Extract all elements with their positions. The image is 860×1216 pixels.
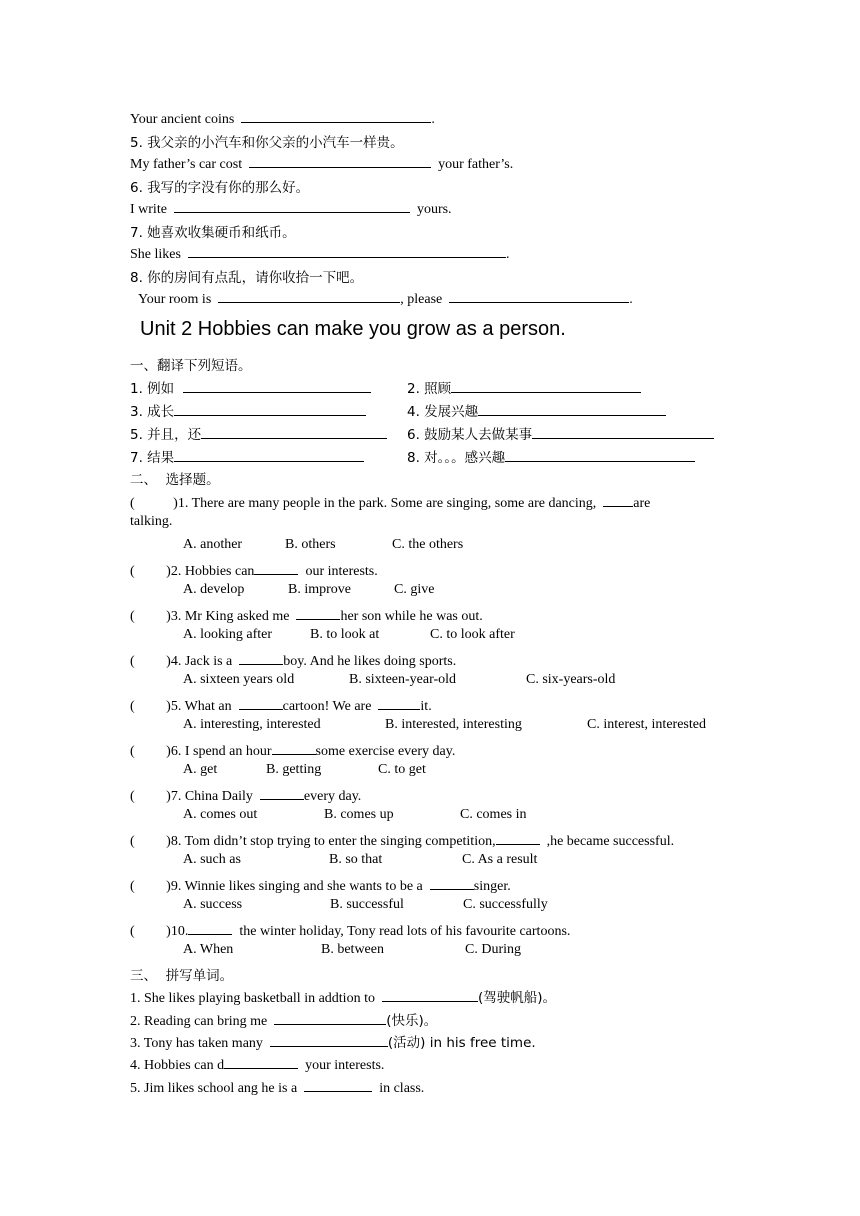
text: some exercise every day.	[315, 744, 456, 759]
spelling-item	[130, 986, 556, 1007]
paren: (	[130, 699, 135, 714]
option[interactable]: B. sixteen-year-old	[349, 672, 457, 687]
answer-blank[interactable]	[260, 785, 304, 800]
phrase-item	[130, 400, 366, 420]
question-1	[130, 492, 650, 512]
paren: (	[130, 609, 135, 624]
text: yours.	[416, 202, 452, 217]
spelling-item	[130, 1009, 437, 1030]
text: I write	[130, 202, 167, 217]
option[interactable]: A. success	[183, 897, 243, 912]
question-1-cont: talking.	[130, 514, 173, 529]
section-heading: 二、 选择题。	[130, 472, 220, 488]
chinese-prompt: 6. 我写的字没有你的那么好。	[130, 180, 310, 196]
answer-blank[interactable]	[296, 605, 340, 620]
question-3	[130, 605, 483, 625]
option[interactable]: B. improve	[288, 582, 351, 597]
text: )4. Jack is a	[166, 654, 233, 669]
option[interactable]: A. comes out	[183, 807, 258, 822]
option[interactable]: B. so that	[329, 852, 383, 867]
text: 2. 照顾	[407, 381, 452, 397]
phrase-item	[407, 446, 695, 466]
option[interactable]: C. the others	[392, 537, 464, 552]
text: in class.	[379, 1081, 425, 1096]
text: )8. Tom didn’t stop trying to enter the singing competition,	[166, 834, 496, 849]
text: )3. Mr King asked me	[166, 609, 290, 624]
option[interactable]: B. getting	[266, 762, 322, 777]
option[interactable]: A. looking after	[183, 627, 273, 642]
answer-blank[interactable]	[478, 401, 666, 416]
answer-blank[interactable]	[174, 447, 364, 462]
text: , please	[400, 292, 443, 307]
option[interactable]: A. sixteen years old	[183, 672, 295, 687]
spelling-item	[130, 1054, 384, 1074]
text: (驾驶帆船)。	[477, 990, 557, 1006]
text: )2. Hobbies can	[166, 564, 255, 579]
question-9	[130, 875, 511, 895]
question-4	[130, 650, 456, 670]
paren: (	[130, 879, 135, 894]
text: .	[431, 112, 435, 127]
spelling-item	[130, 1031, 536, 1052]
option[interactable]: C. to get	[378, 762, 426, 777]
answer-blank[interactable]	[239, 650, 283, 665]
answer-blank[interactable]	[270, 1032, 388, 1047]
question-5	[130, 695, 432, 715]
question-10	[130, 920, 570, 940]
text: the winter holiday, Tony read lots of his favourite cartoons.	[239, 924, 571, 939]
paren: (	[130, 564, 135, 579]
answer-blank[interactable]	[304, 1077, 372, 1092]
answer-blank[interactable]	[449, 288, 629, 303]
text: )1. There are many people in the park. Some are singing, some are dancing,	[173, 496, 597, 511]
answer-blank[interactable]	[224, 1054, 298, 1069]
phrase-item	[130, 423, 387, 443]
option[interactable]: B. between	[321, 942, 384, 957]
question-8	[130, 830, 674, 850]
answer-blank[interactable]	[188, 243, 506, 258]
answer-blank[interactable]	[603, 492, 633, 507]
text: it.	[420, 699, 432, 714]
text: 8. 对。。。感兴趣	[407, 450, 506, 466]
section-heading: 一、翻译下列短语。	[130, 358, 252, 374]
paren: (	[130, 789, 135, 804]
answer-blank[interactable]	[254, 560, 298, 575]
text: She likes	[130, 247, 181, 262]
text: .	[629, 292, 633, 307]
option[interactable]: C. interest, interested	[587, 717, 706, 732]
answer-blank[interactable]	[272, 740, 316, 755]
answer-blank[interactable]	[174, 401, 366, 416]
text: Your ancient coins	[130, 112, 235, 127]
option[interactable]: C. comes in	[460, 807, 527, 822]
answer-blank[interactable]	[505, 447, 695, 462]
paren: (	[130, 744, 135, 759]
option[interactable]: B. interested, interesting	[385, 717, 522, 732]
text: ,he became successful.	[546, 834, 675, 849]
question-6	[130, 740, 455, 760]
phrase-item	[407, 377, 641, 397]
answer-blank[interactable]	[496, 830, 540, 845]
answer-blank[interactable]	[532, 424, 714, 439]
paren: (	[130, 834, 135, 849]
answer-blank[interactable]	[249, 153, 431, 168]
option[interactable]: C. to look after	[430, 627, 515, 642]
answer-blank[interactable]	[188, 920, 232, 935]
text: your father’s.	[438, 157, 514, 172]
text: )6. I spend an hour	[166, 744, 272, 759]
answer-blank[interactable]	[218, 288, 400, 303]
option[interactable]: A. develop	[183, 582, 245, 597]
option[interactable]: A. interesting, interested	[183, 717, 321, 732]
answer-blank[interactable]	[274, 1010, 386, 1025]
option[interactable]: C. During	[465, 942, 521, 957]
text: 2. Reading can bring me	[130, 1014, 268, 1029]
text: 4. 发展兴趣	[407, 404, 479, 420]
section-heading: 三、 拼写单词。	[130, 968, 234, 984]
answer-blank[interactable]	[430, 875, 474, 890]
text: 3. Tony has taken many	[130, 1036, 263, 1051]
text: 5. 并且，还	[130, 427, 202, 443]
phrase-item	[407, 400, 666, 420]
answer-blank[interactable]	[241, 108, 431, 123]
spelling-item	[130, 1077, 424, 1097]
option[interactable]: B. successful	[330, 897, 404, 912]
paren: (	[130, 496, 135, 511]
option[interactable]: C. successfully	[463, 897, 548, 912]
text: singer.	[473, 879, 511, 894]
sentence-line	[130, 243, 509, 263]
option[interactable]: A. another	[183, 537, 243, 552]
answer-blank[interactable]	[378, 695, 420, 710]
sentence-line	[130, 108, 435, 128]
text: (快乐)。	[386, 1013, 438, 1029]
answer-blank[interactable]	[174, 198, 410, 213]
paren: (	[130, 654, 135, 669]
answer-blank[interactable]	[382, 987, 478, 1002]
sentence-line	[130, 153, 513, 173]
text: 7. 结果	[130, 450, 175, 466]
chinese-prompt: 8. 你的房间有点乱，请你收拾一下吧。	[130, 270, 364, 286]
text: )7. China Daily	[166, 789, 253, 804]
text: 5. Jim likes school ang he is a	[130, 1081, 298, 1096]
question-2	[130, 560, 378, 580]
text: 1. She likes playing basketball in addtion to	[130, 991, 375, 1006]
option[interactable]: C. give	[394, 582, 435, 597]
text: every day.	[303, 789, 362, 804]
text: cartoon! We are	[282, 699, 372, 714]
option[interactable]: C. six-years-old	[526, 672, 616, 687]
text: (活动) in his free time.	[387, 1035, 536, 1051]
answer-blank[interactable]	[201, 424, 387, 439]
chinese-prompt: 7. 她喜欢收集硬币和纸币。	[130, 225, 296, 241]
answer-blank[interactable]	[451, 378, 641, 393]
option[interactable]: B. to look at	[310, 627, 380, 642]
text: .	[505, 247, 510, 262]
text: Your room is	[138, 292, 212, 307]
phrase-item	[130, 377, 371, 397]
text: )9. Winnie likes singing and she wants to be a	[166, 879, 423, 894]
text: boy. And he likes doing sports.	[283, 654, 457, 669]
option[interactable]: B. comes up	[324, 807, 394, 822]
text: 3. 成长	[130, 404, 175, 420]
phrase-item	[407, 423, 714, 443]
text: our interests.	[305, 564, 378, 579]
sentence-line	[138, 288, 633, 308]
question-7	[130, 785, 361, 805]
unit-title: Unit 2 Hobbies can make you grow as a person.	[140, 318, 566, 340]
sentence-line	[130, 198, 452, 218]
chinese-prompt: 5. 我父亲的小汽车和你父亲的小汽车一样贵。	[130, 135, 404, 151]
text: your interests.	[305, 1058, 385, 1073]
answer-blank[interactable]	[239, 695, 283, 710]
option[interactable]: C. As a result	[462, 852, 538, 867]
phrase-item	[130, 446, 364, 466]
option[interactable]: A. get	[183, 762, 218, 777]
paren: (	[130, 924, 135, 939]
option[interactable]: A. When	[183, 942, 234, 957]
text: her son while he was out.	[340, 609, 483, 624]
text: 4. Hobbies can d	[130, 1058, 225, 1073]
text: )10.	[166, 924, 189, 939]
text: My father’s car cost	[130, 157, 243, 172]
option[interactable]: A. such as	[183, 852, 241, 867]
text: are	[633, 496, 651, 511]
text: )5. What an	[166, 699, 232, 714]
answer-blank[interactable]	[183, 378, 371, 393]
text: 1. 例如	[130, 381, 175, 397]
text: 6. 鼓励某人去做某事	[407, 427, 533, 443]
option[interactable]: B. others	[285, 537, 336, 552]
